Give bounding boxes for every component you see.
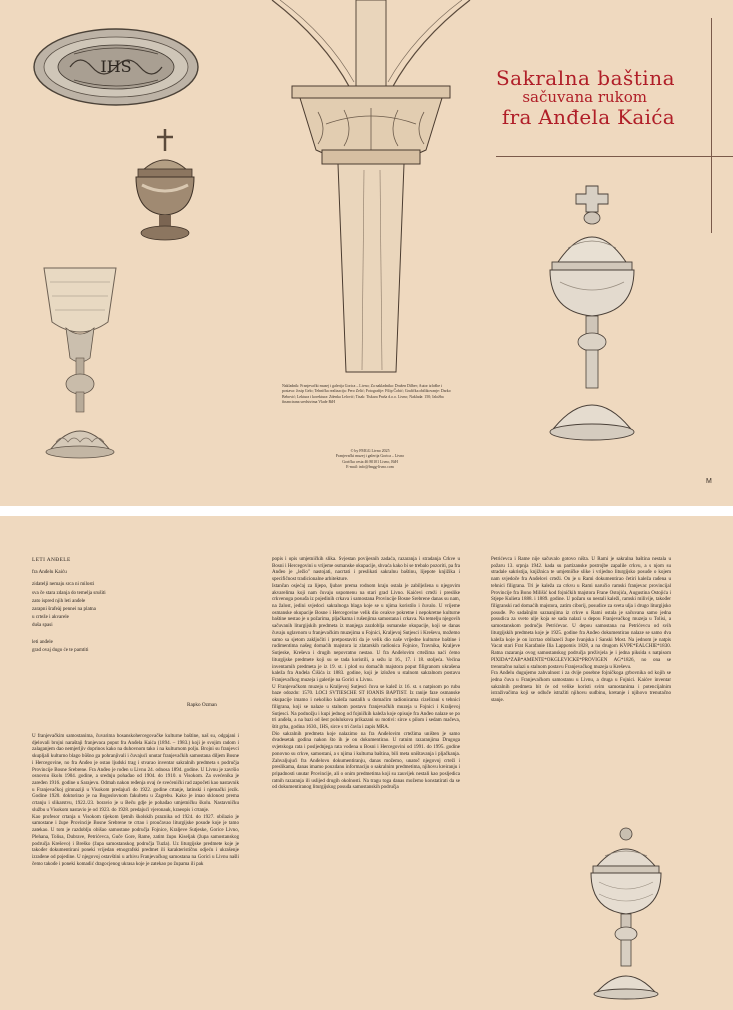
covered-cup-illustration <box>585 824 667 1000</box>
horizontal-rule <box>496 156 733 157</box>
poem-line: u crteže i akvarele <box>32 614 69 621</box>
page-mark: M <box>706 478 712 485</box>
poem-dedication: fra Anđelu Kaiću <box>32 569 67 576</box>
publisher-address: Gorička cesta 46 80101 Livno, BiH <box>342 459 398 464</box>
fold-gap <box>0 506 733 516</box>
paragraph: Petrićevca i Rame nije sačuvalo gotovo ništa. U Rami je sakralna baština nestala u požaru 13. srpnja 1942. kada su partizanske postrojbe zapalile crkvu, a s njom su stradale sakristija, knjižnica te umjetničke slike i vrijedno liturgijsko posuđe o kojem nam svjedoče fra Anđelovi crteži. On je u Rami dokumentirao četiri kaleža rađena u tehnici filigrana. Tri je kaleža za crkvu u Rami naručio ramski franjevac provincijal Provincije fra Bono Milišić kod fojničkih majstora Frane Ostojića, Augustina Ostojića i Stjepe Kulieta 1888. i 1889. godine. U požaru su nestali kaleži, ramski milivije, također filigranski rad domaćih majstora, zatim ciborij, posudice za sveta ulja i drugo liturgijsko posuđe. Po sadašnjim saznanjima iz crkve u Rami ostala je sačuvana samo jedna posudica za sveto ulje koja se sada nalazi u depou Franjevačkog muzeja u Tolisi, a samostanskom području Petrićevac. U depou samostana na Petrićevcu od svih liturgijskih predmeta koje je 1925. godine fra Anđeo dokumentirao nalaze se samo dva kaleža koje je on izcrtao obilazeći župe Ivanjska i Sanski Most. Na jednom je natpis Vacat stari Frat Karafanie Ilia Lappomis 1828, a na drugom KVPE*EALCHIE*1830. Ratna razaranja ovog samostanskog područja preživjela je i jedna piksida s natpisom PIXIDA*ZAB*AMENTE*OKGLEVICKE*PROVIGEN AG*1826, no ona se trenutačno nalazi u stalnom postavu Franjevačkog muzeja u Kreševu. <box>491 556 671 670</box>
poem-line: grad ovaj dugo će te pamtiti <box>32 646 89 653</box>
paragraph: U franjevačkim samostanima, čuvarima bosanskohercegovačke kulturne baštine, naš su, odgajani i djelovali brojni naraštaji franjevaca poput fra Anđela Kaića (1894. – 1983.) koji je svojim radom i zalaganjem dao nemjerljiv doprinos kako na duhovnom tako i na kulturnom polju. Brojni su franjevci skupljali kulturno blago būšno ga pohranjivali i čuvajući unutar franjevačkih samostana diljem Bosne i Hercegovine, no fra Anđeo je ostao ljudski trag i stvarao inventar sakralnih predmeta s područja Provincije Bosne Srebrene. Fra Anđeo je rođen u Livnu 24. odnosa 1894. godine. U Livnu je završio osnovnu školu 1904. godine, a srednju pohađao od 1904. do 1910. u Visokom. Za svećenika je zaređen 1916. godine u Sarajevu. Odmah nakon ređenja ovaj će svećenički rad započeti kao nastavnik u Franjevačkoj gimnaziji u Visokom predajući do 1922. godine crtanje, latinski i njemački jezik. Godine 1920. doktorirao je na Bogoslovnom fakultetu u Zagrebu. Kako je imao sklonost prema crtanju i slikarstvu, 1922./23. boravio je u Beču gdje je pohađao umjetničku školu. Nastavničku službu u Visokom nastavio je od 1923. do 1928. predajući vjeronauk, kraeopis i crtanje. <box>32 733 239 813</box>
text-column-3 <box>491 556 671 704</box>
paragraph: popis i opis umjetničkih slika. Svjestan povijesnih zadaća, razaranja i stradanja Crkve u Bosni i Hercegovini u vrijeme osmanske okupacije, shvaća kako bi se trebalo pozoriti, pa fra Anđeo je „ležio" nastojati, nacrtati i preslikati sakralnu baštinu, lijepote knjižika i specifičnost tradicionalne arhitekture. <box>272 556 460 583</box>
title-line-1: Sakralna baština <box>495 66 675 90</box>
paragraph: Kao profesor crtanja u Visokom tijekom ljetnih školskih praznika od 1924. do 1927. obilazio je samostane i župe Provincije Bosne Srebrene te crtao i proučavao liturgijske posude koje je tamo zatekao. U tom je razdoblju obišao samostane područja Fojnice, Kraljeve Sutjeske, Gorice Livno, Plehana, Tolisa, Dubrave, Petrićevca, Guče Gore, Rame, zatim župu Kiseljak (župa samostanskog područja Kreševo) i Breško (župa samostanskog područja Tuzla). Uz liturgijske predmete koje je također dokumentirani poneki vrijedan etnografski predmet ili karakterističnu odjeću i ukrašenje izrađene od pojedine. U njegovoj ostavštini u arhivu Franjevačkog samostana na Gorici u Livnu našli čemo takođe i poneki komadić dragocjenog ukrasa koje je zatekao po župama ili pak <box>32 813 239 867</box>
copyright-line: © by FMGG Livno 2025 <box>350 449 390 453</box>
paragraph: Dio sakralnih predmeta koje nalazimo na fra Anđelovim crtežima uništen je samo dvadesetak godina nakon što ih je on dokumentirao. U ratnim razaranjima Drugoga svjetskoga rata i posljednjega rata vođena u Bosni i Hercegovini od 1991. do 1995. godine ponovno su crkve, samostani, a s njima i kulturna baština, bili meta uništavanja i pljačkanja. Zahvaljujući fra Anđelovu dokumentiranju, danas možemo, unatoč njegovoj crteži i preslikama, danas imamo pouzdanu informaciju o sakralnim predmetima, njihovu kreiranju i pripadnosti unutar Provincije, ali o onim predmetima koji su zauvijek nestali kao posljedica ratnih razaranja ili uslijed drugih okolnosti. Na tragu toga danas možemo konstatirati da se od dokumentiranog liturgijskog posuđa samostanskih područja <box>272 730 460 791</box>
architectural-column-illustration <box>264 0 478 380</box>
copyright-block <box>300 449 440 471</box>
svg-text:IHS: IHS <box>100 57 132 76</box>
title-line-2: sačuvana rukom <box>522 88 647 106</box>
poem-author: Rapko Ozman <box>187 702 217 708</box>
poem <box>32 556 222 654</box>
title-line-3: fra Anđela Kaića <box>501 105 675 129</box>
filigree-chalice-illustration <box>36 262 124 470</box>
poem-line: zato ispred njih leti anđele <box>32 597 86 604</box>
poem-line: zarapni šrafeàj pennei na platna <box>32 606 96 613</box>
text-column-2 <box>272 556 460 791</box>
poem-title: LETI ANĐELE <box>32 557 71 563</box>
publisher-name: Franjevački muzej i galerija Gorica – Livno <box>335 454 405 459</box>
poem-line: zidatelji nemaju srca ni milosti <box>32 581 95 588</box>
text-column-1 <box>32 733 239 867</box>
covered-ciborium-illustration <box>534 182 650 450</box>
poem-line: leti anđele <box>32 638 53 645</box>
poem-line: duša spasi <box>32 622 53 629</box>
ciborium-bowl-illustration <box>128 125 202 247</box>
paragraph: Istančan osjećaj za lijepo, ljubav prema rodnom kraju ostala je zabilježena u njegovim akvarelima koji nam čuvaju uspomenu na stari grad Livno. Kaićevi crteži i preslike crkvenoga posuđa iz pojedinih crkava i samostana Provincije Bosne Srebrene danas su nam, na žalost, jedini svjedoci sakralnoga blaga koje se u njima koristilo i čuvalo. U vrijeme osmanske okupacije Bosne i Hercegovine velik dio ovakve pokretne i nepokretne kulturne baštine nestao je u požarima, pljačkama i rušenjima samostana i crkava. Na temelju njegovih sačuvanih liturgijskih predmeta iz manjega zazdoblja osmanske okupacije, koji se danas čuvaju uglavnom u franjevačkim muzejima u Fojnici, Kraljevoj Sutjesci i Kreševu, možemo samo sa sjetom zaključiti i pretpostaviti da je velik dio naše vrijedne kulturne baštine i rudimentima našeg domaćih majstora iz zlatarskih radionica Fojnice, Travnika, Kraljeve Sutjeske, Kreševa i drugih nepovratno nestao. U fra Anđelovim crtežima naći ćemo liturgijske predmete koji su se tada koristili, a sežu iz 16., 17. i 18. stoljeća. Većina inventarnih predmeta je iz 19. st. i plod su domaćih majstora poput filigranom ukrašena kaleža fra Anđela Ćišića iz 1883. godine, koji je izložen u stalnom sakralnom postavu Franjevačkog muzeja i galerije na Gorici u Livnu. <box>272 582 460 683</box>
paragraph: Fra Anđelu dugujemo zahvalnost i za dvije posebne fojničkoga grbovnika od kojih se jedna čuva u Franjevačkom samostanu u Livnu, a druga u Fojnici. Kaićev inventar sakralnih predmeta bit će od velike koristi svim samostanima i potencijalnim istraživačima koji se odluče istražiti njihovu sudbinu, kretanje i njihovo trenutačno stanje. <box>491 670 671 704</box>
colophon-credits: Nakladnik: Franjevački muzej i galerija Gorica – Livno; Za nakladnika: Dražen Dilber; Autor izložbe i postava: Josip Gelo; Tehnička realizacija: Pero Zelić; Fotografije: Filip Čobić; Grafička obilikovanje: Darko Bebović; Lektura i korektura: Zdenka Lelović; Tisak: Tiskara Pruša d.o.o. Livno; Naklada: 150; Izložba financirana sredstvima Vlade BiH <box>282 384 451 404</box>
vertical-rule <box>711 18 712 233</box>
brochure-title <box>496 68 675 127</box>
poem-line: sva če stara zdanja do temelja srušiti <box>32 589 106 596</box>
publisher-email: E-mail: info@fmgg-livno.com <box>346 465 394 470</box>
paragraph: U Franjevačkom muzeju u Kraljevoj Sutjesci čuva se kalež iz 16. st. s natpisom po rubu baze odozdo: 1570. LOCI SVTIESCHE ST IOANIS BAPTIST. Iz ranije faze osmanske okupacije imamo i nekoliko kaleža nastalih u domaćim radionicama cizelirani s tehnici filigrana, koji se nalaze u stalnom postavu franjevačkih muzeja u Fojnici i Kraljevoj Sutjesci. Na podnožju i kupi jednog od fojničkih kaleža koje opisuje fra Anđeo nalaze se po tri anđela, a na bazi od šest polulukova prikazani su motivi: sirce s pilom i sedam mačeva, štit grba, godina 1630., IHS, sirce s tri čavla i zapis MRA. <box>272 683 460 730</box>
ornate-oval-illustration <box>30 24 202 110</box>
